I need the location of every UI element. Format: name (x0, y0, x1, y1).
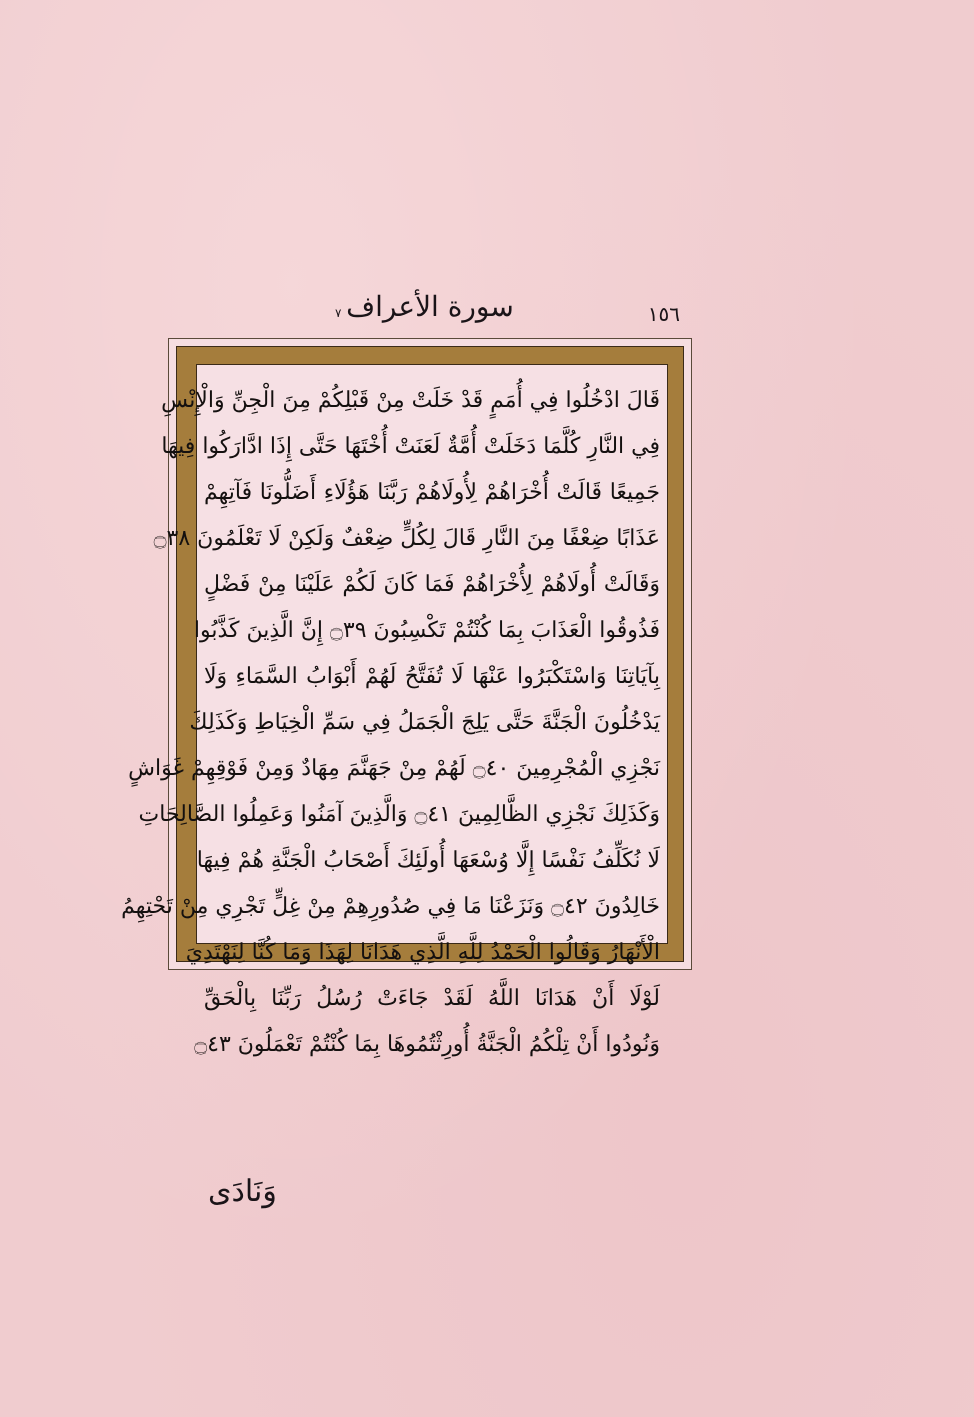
verse-line: قَالَ ادْخُلُوا فِي أُمَمٍ قَدْ خَلَتْ مِنْ قَبْلِكُمْ مِنَ الْجِنِّ وَالْإِنْسِ (161, 388, 660, 413)
catchword: وَنَادَى (208, 1174, 277, 1209)
surah-title: سورة الأعراف (346, 290, 514, 323)
verse-line: الْأَنْهَارُ وَقَالُوا الْحَمْدُ لِلَّهِ الَّذِي هَدَانَا لِهَذَا وَمَا كُنَّا لِنَهْتَدِيَ (185, 940, 660, 965)
juz-number: ٧ (335, 306, 342, 320)
verse-line: نَجْزِي الْمُجْرِمِينَ ۝٤٠ لَهُمْ مِنْ جَهَنَّمَ مِهَادٌ وَمِنْ فَوْقِهِمْ غَوَاشٍ (128, 756, 660, 781)
verse-line: فِي النَّارِ كُلَّمَا دَخَلَتْ أُمَّةٌ لَعَنَتْ أُخْتَهَا حَتَّى إِذَا ادَّارَكُوا فِيهَا (161, 434, 660, 459)
verse-line: فَذُوقُوا الْعَذَابَ بِمَا كُنْتُمْ تَكْسِبُونَ ۝٣٩ إِنَّ الَّذِينَ كَذَّبُوا (193, 618, 660, 643)
verse-line: لَوْلَا أَنْ هَدَانَا اللَّهُ لَقَدْ جَاءَتْ رُسُلُ رَبِّنَا بِالْحَقِّ (204, 986, 660, 1011)
verse-line: لَا نُكَلِّفُ نَفْسًا إِلَّا وُسْعَهَا أُولَئِكَ أَصْحَابُ الْجَنَّةِ هُمْ فِيهَا (196, 848, 660, 873)
page-number: ١٥٦ (647, 302, 680, 326)
page-header (170, 290, 690, 334)
verse-line: وَكَذَلِكَ نَجْزِي الظَّالِمِينَ ۝٤١ وَالَّذِينَ آمَنُوا وَعَمِلُوا الصَّالِحَاتِ (138, 802, 660, 827)
verse-line: وَنُودُوا أَنْ تِلْكُمُ الْجَنَّةُ أُورِثْتُمُوهَا بِمَا كُنْتُمْ تَعْمَلُونَ ۝٤٣ (194, 1032, 660, 1057)
verse-line: عَذَابًا ضِعْفًا مِنَ النَّارِ قَالَ لِكُلٍّ ضِعْفٌ وَلَكِنْ لَا تَعْلَمُونَ ۝٣٨ (153, 526, 660, 551)
verse-text-block (121, 378, 660, 1068)
verse-line: بِآيَاتِنَا وَاسْتَكْبَرُوا عَنْهَا لَا تُفَتَّحُ لَهُمْ أَبْوَابُ السَّمَاءِ وَلَا (204, 664, 660, 689)
verse-line: جَمِيعًا قَالَتْ أُخْرَاهُمْ لِأُولَاهُمْ رَبَّنَا هَؤُلَاءِ أَضَلُّونَا فَآتِهِمْ (204, 480, 660, 505)
verse-line: خَالِدُونَ ۝٤٢ وَنَزَعْنَا مَا فِي صُدُورِهِمْ مِنْ غِلٍّ تَجْرِي مِنْ تَحْتِهِمُ (121, 894, 660, 919)
verse-line: يَدْخُلُونَ الْجَنَّةَ حَتَّى يَلِجَ الْجَمَلُ فِي سَمِّ الْخِيَاطِ وَكَذَلِكَ (189, 710, 660, 735)
verse-line: وَقَالَتْ أُولَاهُمْ لِأُخْرَاهُمْ فَمَا كَانَ لَكُمْ عَلَيْنَا مِنْ فَضْلٍ (204, 572, 660, 597)
